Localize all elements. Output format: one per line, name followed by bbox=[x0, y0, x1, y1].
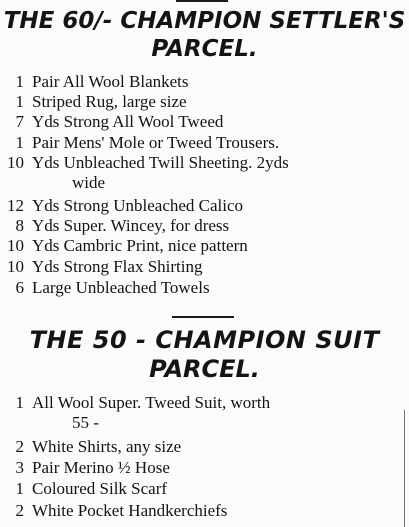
item-desc: Yds Unbleached Twill Sheeting. 2yds bbox=[32, 153, 289, 172]
item-qty: 1 bbox=[15, 92, 24, 111]
item-qty: 10 bbox=[7, 153, 24, 172]
item-desc: Yds Super. Wincey, for dress bbox=[32, 216, 230, 235]
item-desc: Yds Strong Flax Shirting bbox=[32, 257, 203, 276]
suit-title-line2: PARCEL. bbox=[149, 355, 260, 383]
settler-title-line1: THE 60/- CHAMPION SETTLER'S bbox=[3, 8, 406, 34]
settler-title-line2: PARCEL. bbox=[151, 36, 258, 62]
item-qty: 10 bbox=[7, 257, 24, 276]
item-desc: Large Unbleached Towels bbox=[32, 278, 210, 297]
item-qty: 10 bbox=[7, 236, 24, 255]
item-qty: 1 bbox=[15, 72, 24, 91]
item-qty: 2 bbox=[15, 437, 24, 456]
item-desc: Coloured Silk Scarf bbox=[32, 479, 168, 498]
top-divider bbox=[176, 0, 228, 2]
item-desc: Yds Cambric Print, nice pattern bbox=[32, 236, 248, 255]
column-rule bbox=[404, 410, 405, 527]
item-desc: Pair All Wool Blankets bbox=[32, 72, 189, 91]
settler-item-continuation: wide bbox=[72, 173, 106, 192]
item-qty: 3 bbox=[15, 458, 24, 477]
item-qty: 1 bbox=[15, 133, 24, 152]
item-desc: Yds Strong Unbleached Calico bbox=[32, 196, 244, 215]
item-qty: 12 bbox=[7, 196, 24, 215]
item-desc: All Wool Super. Tweed Suit, worth bbox=[32, 393, 271, 412]
item-qty: 1 bbox=[15, 479, 24, 498]
item-qty: 1 bbox=[15, 393, 24, 412]
item-desc: Pair Mens' Mole or Tweed Trousers. bbox=[32, 133, 280, 152]
item-desc: Pair Merino ½ Hose bbox=[32, 458, 170, 477]
item-desc: Striped Rug, large size bbox=[32, 92, 187, 111]
section-divider bbox=[172, 316, 234, 318]
item-desc: White Shirts, any size bbox=[32, 437, 182, 456]
item-qty: 7 bbox=[15, 112, 24, 131]
suit-title-line1: THE 50 - CHAMPION SUIT bbox=[29, 326, 380, 354]
item-desc: Yds Strong All Wool Tweed bbox=[32, 112, 224, 131]
item-qty: 8 bbox=[15, 216, 24, 235]
item-qty: 6 bbox=[15, 278, 24, 297]
item-desc: White Pocket Handkerchiefs bbox=[32, 501, 228, 520]
suit-item-continuation: 55 - bbox=[72, 413, 99, 432]
item-qty: 2 bbox=[15, 501, 24, 520]
